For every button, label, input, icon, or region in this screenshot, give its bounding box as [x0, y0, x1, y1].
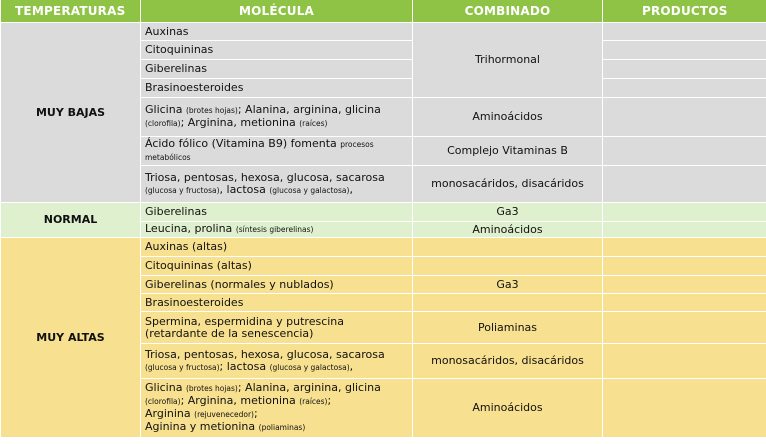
combined-complejo-vitaminas: Complejo Vitaminas B	[413, 137, 603, 166]
molecule-triosa	[141, 166, 413, 203]
combined-trihormonal: Trihormonal	[413, 23, 603, 98]
molecule-text: ; lactosa	[219, 359, 270, 373]
header-combinado: COMBINADO	[413, 0, 603, 23]
molecule-note: (glucosa y fructosa)	[145, 185, 220, 195]
molecule-text: Aginina y metionina	[145, 420, 259, 433]
combined-aminoacidos: Aminoácidos	[413, 379, 603, 438]
molecule-giberelinas: Giberelinas (normales y nublados)	[141, 276, 413, 294]
molecule-auxinas: Auxinas	[141, 23, 413, 41]
molecule-text: ; Alanina, arginina, glicina	[237, 103, 381, 116]
combined-ga3: Ga3	[413, 203, 603, 222]
product-cell	[603, 379, 766, 438]
header-temperaturas: TEMPERATURAS	[1, 0, 141, 23]
table-row	[1, 238, 766, 257]
temp-muy-altas: MUY ALTAS	[1, 238, 141, 438]
molecule-text: Arginina	[145, 407, 195, 420]
product-cell	[603, 276, 766, 294]
product-cell	[603, 238, 766, 257]
table-row	[1, 23, 766, 41]
molecule-note: (rejuvenecedor)	[194, 410, 254, 419]
molecule-citoquininas: Citoquininas (altas)	[141, 257, 413, 276]
header-molecula: MOLÉCULA	[141, 0, 413, 23]
molecule-brasinoesteroides: Brasinoesteroides	[141, 79, 413, 98]
product-cell	[603, 23, 766, 41]
table-header-row	[1, 0, 766, 23]
combined-empty	[413, 257, 603, 276]
product-cell	[603, 222, 766, 238]
molecule-text: Ácido fólico (Vitamina B9) fomenta	[145, 137, 341, 150]
molecule-note: procesos	[340, 140, 374, 149]
product-cell	[603, 41, 766, 60]
molecule-text: ;	[327, 394, 332, 407]
molecule-text: ,	[349, 359, 354, 373]
product-cell	[603, 294, 766, 312]
molecule-text: Glicina	[145, 381, 186, 394]
molecule-text: Glicina	[145, 103, 186, 116]
molecule-citoquininas: Citoquininas	[141, 41, 413, 60]
molecule-note: (brotes hojas)	[185, 384, 238, 393]
combined-poliaminas: Poliaminas	[413, 312, 603, 344]
product-cell	[603, 79, 766, 98]
molecule-note: (glucosa y galactosa)	[269, 362, 350, 372]
molecule-text: Triosa, pentosas, hexosa, glucosa, sacarosa	[145, 170, 385, 184]
molecule-note: (raíces)	[299, 397, 328, 406]
molecule-text: Leucina, prolina	[145, 222, 236, 235]
molecule-text: Spermina, espermidina y putrescina	[145, 314, 345, 328]
molecule-spermina	[141, 312, 413, 344]
temp-muy-bajas: MUY BAJAS	[1, 23, 141, 203]
molecule-auxinas: Auxinas (altas)	[141, 238, 413, 257]
molecule-note: (clorofila)	[145, 119, 181, 128]
molecule-text: , lactosa	[219, 182, 270, 196]
molecule-note: (poliaminas)	[258, 423, 306, 432]
molecule-leucina	[141, 222, 413, 238]
temp-normal: NORMAL	[1, 203, 141, 238]
molecule-triosa	[141, 344, 413, 379]
molecule-note: metabólicos	[145, 153, 191, 162]
molecule-note: (raíces)	[299, 119, 328, 128]
product-cell	[603, 166, 766, 203]
combined-ga3: Ga3	[413, 276, 603, 294]
molecule-note: (glucosa y fructosa)	[145, 362, 220, 372]
molecule-text: (retardante de la senescencia)	[145, 326, 314, 340]
molecule-text: ;	[253, 407, 258, 420]
molecule-acido-folico	[141, 137, 413, 166]
molecule-glicina	[141, 98, 413, 137]
product-cell	[603, 344, 766, 379]
combined-aminoacidos: Aminoácidos	[413, 98, 603, 137]
molecule-note: (brotes hojas)	[185, 106, 238, 115]
molecule-text: ; Arginina, metionina	[180, 116, 300, 129]
molecule-note: (clorofila)	[145, 397, 181, 406]
molecule-brasinoesteroides: Brasinoesteroides	[141, 294, 413, 312]
molecule-text: ; Alanina, arginina, glicina	[237, 381, 381, 394]
combined-empty	[413, 238, 603, 257]
header-productos: PRODUCTOS	[603, 0, 766, 23]
molecule-note: (glucosa y galactosa)	[269, 185, 350, 195]
product-cell	[603, 137, 766, 166]
combined-aminoacidos: Aminoácidos	[413, 222, 603, 238]
molecule-giberelinas: Giberelinas	[141, 203, 413, 222]
molecule-text: ; Arginina, metionina	[180, 394, 300, 407]
product-cell	[603, 312, 766, 344]
combined-monosacaridos: monosacáridos, disacáridos	[413, 166, 603, 203]
molecule-note: (síntesis giberelinas)	[235, 225, 314, 234]
molecule-giberelinas: Giberelinas	[141, 60, 413, 79]
molecule-glicina	[141, 379, 413, 438]
product-cell	[603, 98, 766, 137]
combined-empty	[413, 294, 603, 312]
combined-monosacaridos: monosacáridos, disacáridos	[413, 344, 603, 379]
product-cell	[603, 257, 766, 276]
molecule-text: ,	[349, 182, 353, 196]
product-cell	[603, 60, 766, 79]
product-cell	[603, 203, 766, 222]
table-row	[1, 203, 766, 222]
molecule-text: Triosa, pentosas, hexosa, glucosa, sacarosa	[145, 347, 385, 361]
